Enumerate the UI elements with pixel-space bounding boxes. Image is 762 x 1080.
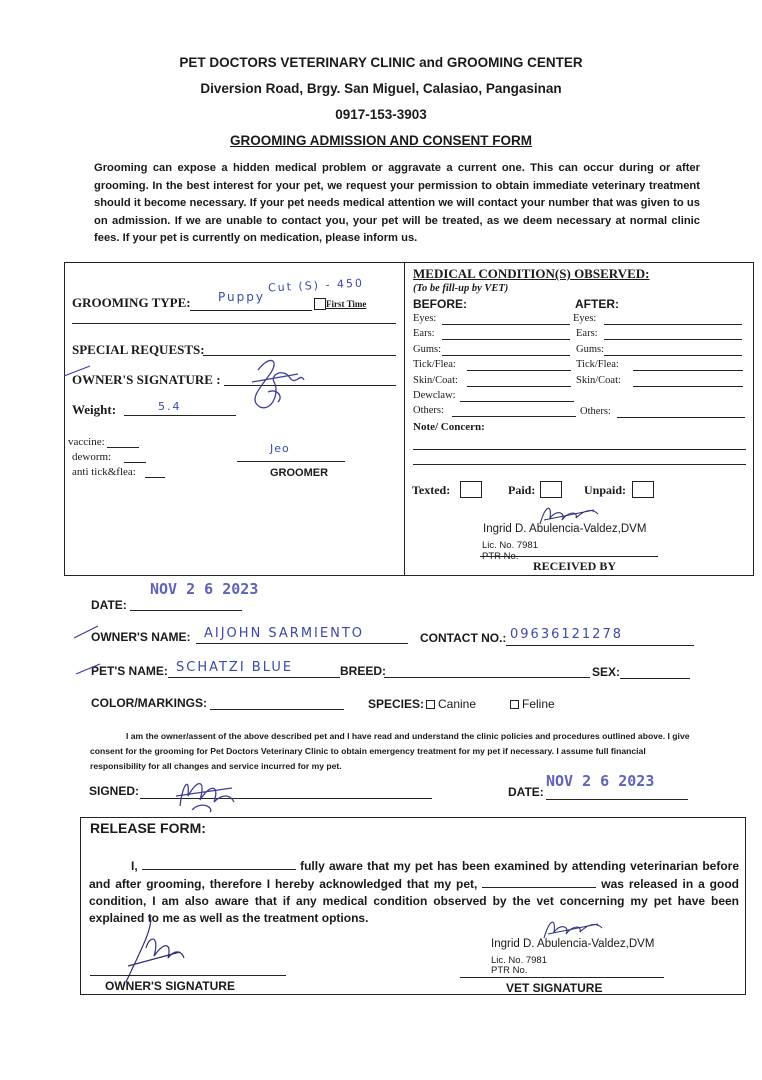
consent-date-label: DATE:: [508, 785, 544, 799]
vet-name: Ingrid D. Abulencia-Valdez,DVM: [483, 523, 647, 535]
note-line-2[interactable]: [413, 464, 746, 465]
contact-value: 09636121278: [510, 627, 623, 642]
weight-line[interactable]: [124, 415, 236, 416]
before-condition-line[interactable]: [442, 339, 570, 340]
others-before-line[interactable]: [452, 416, 576, 417]
groomer-initials: Jeo: [270, 442, 290, 455]
owner-name-label: OWNER'S NAME:: [91, 630, 191, 644]
groomer-line[interactable]: [237, 461, 345, 462]
release-part2: was released in a good condition, I am also aware that if any medical condition observed by the vet concerning my pet have been explained to me as well as the treatment options.: [89, 877, 739, 925]
texted-label: Texted:: [412, 483, 451, 497]
release-owner-blank[interactable]: [142, 857, 296, 870]
release-i: I,: [131, 859, 138, 873]
after-condition-label: Tick/Flea:: [576, 359, 619, 371]
owner-name-line[interactable]: [196, 643, 408, 644]
after-condition-label: Skin/Coat:: [576, 374, 621, 386]
clinic-phone: 0917-153-3903: [335, 107, 427, 122]
release-vet-ptr: PTR No.: [491, 965, 528, 976]
sex-line[interactable]: [620, 678, 690, 679]
breed-label: BREED:: [340, 664, 387, 678]
vet-ptr: PTR No.: [482, 551, 519, 562]
date-label: DATE:: [91, 598, 127, 612]
feline-checkbox[interactable]: [510, 700, 519, 709]
after-condition-label: Eyes:: [573, 313, 597, 324]
consent-date-line[interactable]: [546, 799, 688, 800]
consent-signature-scribble: [170, 770, 240, 814]
form-title: GROOMING ADMISSION AND CONSENT FORM: [230, 133, 532, 148]
after-condition-label: Ears:: [576, 328, 598, 340]
before-condition-label: Ears:: [413, 328, 435, 340]
canine-label: Canine: [438, 697, 477, 711]
texted-checkbox[interactable]: [460, 481, 482, 498]
before-condition-line[interactable]: [442, 324, 570, 325]
after-condition-line[interactable]: [604, 355, 742, 356]
first-time-checkbox[interactable]: [314, 298, 326, 310]
owner-release-label: OWNER'S SIGNATURE: [105, 979, 235, 993]
weight-value: 5.4: [158, 400, 182, 413]
vet-release-line[interactable]: [460, 977, 664, 978]
received-by-line[interactable]: [480, 556, 658, 557]
medical-subtitle: (To be fill-up by VET): [413, 283, 509, 294]
groomer-label: GROOMER: [270, 467, 329, 479]
date-line[interactable]: [130, 610, 242, 611]
deworm-line[interactable]: [124, 462, 146, 463]
before-label: BEFORE:: [413, 297, 467, 311]
before-condition-label: Skin/Coat:: [413, 374, 458, 386]
clinic-address: Diversion Road, Brgy. San Miguel, Calasiao, Pangasinan: [200, 81, 562, 96]
pet-name-mark: [74, 662, 102, 676]
release-title: RELEASE FORM:: [90, 820, 206, 836]
antitick-line[interactable]: [145, 477, 165, 478]
vet-release-label: VET SIGNATURE: [506, 981, 603, 995]
paid-checkbox[interactable]: [540, 481, 562, 498]
date-stamp: NOV 2 6 2023: [150, 580, 259, 598]
first-time-label: First Time: [326, 299, 367, 309]
medical-title: MEDICAL CONDITION(S) OBSERVED:: [413, 266, 650, 281]
before-condition-label: Gums:: [413, 343, 442, 355]
after-condition-line[interactable]: [633, 386, 743, 387]
dewclaw-label: Dewclaw:: [413, 390, 456, 401]
pet-name-label: PET'S NAME:: [91, 664, 168, 678]
contact-label: CONTACT NO.:: [420, 631, 507, 645]
before-condition-label: Eyes:: [413, 313, 437, 324]
signed-label: SIGNED:: [89, 784, 140, 798]
after-condition-line[interactable]: [633, 370, 743, 371]
release-part1: fully aware that my pet has been examined by attending veterinarian before and after grooming, therefore I hereby acknowledged that my pet,: [89, 859, 739, 891]
grooming-type-note: Cut (S) - 450: [267, 276, 365, 295]
vet-lic: Lic. No. 7981: [482, 540, 538, 551]
weight-label: Weight:: [72, 402, 117, 417]
note-line-1[interactable]: [413, 449, 746, 450]
after-condition-line[interactable]: [604, 324, 742, 325]
others-before-label: Others:: [413, 405, 444, 416]
grooming-type-label: GROOMING TYPE:: [72, 295, 191, 310]
deworm-label: deworm:: [72, 451, 112, 463]
before-condition-label: Tick/Flea:: [413, 359, 456, 371]
others-after-line[interactable]: [617, 417, 745, 418]
after-condition-line[interactable]: [604, 339, 742, 340]
pet-name-value: SCHATZI BLUE: [176, 660, 294, 675]
clinic-name: PET DOCTORS VETERINARY CLINIC and GROOMING CENTER: [179, 55, 583, 70]
paid-label: Paid:: [508, 483, 536, 497]
note-label: Note/ Concern:: [413, 421, 485, 433]
sex-label: SEX:: [592, 665, 621, 679]
before-condition-line[interactable]: [467, 370, 571, 371]
owner-signature-scribble: [240, 352, 310, 414]
owner-release-line[interactable]: [90, 975, 286, 976]
special-requests-label: SPECIAL REQUESTS:: [72, 342, 205, 357]
consent-date-stamp: NOV 2 6 2023: [546, 772, 655, 790]
release-vet-lic: Lic. No. 7981: [491, 955, 547, 966]
release-pet-blank[interactable]: [482, 875, 596, 888]
before-condition-line[interactable]: [467, 386, 571, 387]
owner-signature-label: OWNER'S SIGNATURE :: [72, 372, 221, 387]
received-by-label: RECEIVED BY: [533, 559, 617, 573]
feline-label: Feline: [522, 697, 555, 711]
grooming-type-line[interactable]: [190, 310, 312, 311]
unpaid-checkbox[interactable]: [632, 481, 654, 498]
owner-name-mark: [72, 624, 100, 640]
release-vet-name: Ingrid D. Abulencia-Valdez,DVM: [491, 938, 655, 950]
breed-line[interactable]: [384, 677, 590, 678]
vaccine-line[interactable]: [107, 447, 139, 448]
color-line[interactable]: [210, 709, 344, 710]
pet-name-line[interactable]: [168, 677, 340, 678]
column-divider: [404, 263, 405, 575]
consent-text: I am the owner/assent of the above described pet and I have read and understand the clinic policies and procedures outlined above. I give consent for the grooming for Pet Doctors Veterinary Clinic to obtain emergency treatment for my pet if necessary. I assume full financial responsibility for all changes and service incurred for my pet.: [90, 731, 690, 771]
intro-paragraph: Grooming can expose a hidden medical problem or aggravate a current one. This can occur during or after grooming. In the best interest for your pet, we request your permission to obtain immediate veterinary treatment should it become necessary. If your pet needs medical attention we will contact your number that was given to us on admission. If we are unable to contact you, your pet will be treated, as we deem necessary at normal clinic fees. If your pet is currently on medication, please inform us.: [94, 162, 700, 244]
before-condition-line[interactable]: [442, 355, 570, 356]
after-label: AFTER:: [575, 297, 619, 311]
vaccine-label: vaccine:: [68, 436, 105, 448]
antitick-label: anti tick&flea:: [72, 466, 136, 478]
species-label: SPECIES:: [368, 697, 425, 711]
color-label: COLOR/MARKINGS:: [91, 696, 207, 710]
owner-name-value: AIJOHN SARMIENTO: [204, 626, 365, 641]
others-after-label: Others:: [580, 406, 611, 417]
grooming-type-value: Puppy: [218, 290, 265, 304]
dewclaw-line[interactable]: [460, 401, 574, 402]
owner-sig-mark: [62, 364, 92, 378]
after-condition-label: Gums:: [576, 343, 605, 355]
unpaid-label: Unpaid:: [584, 483, 627, 497]
grooming-type-line-2[interactable]: [72, 323, 396, 324]
contact-line[interactable]: [506, 645, 694, 646]
canine-checkbox[interactable]: [426, 700, 435, 709]
